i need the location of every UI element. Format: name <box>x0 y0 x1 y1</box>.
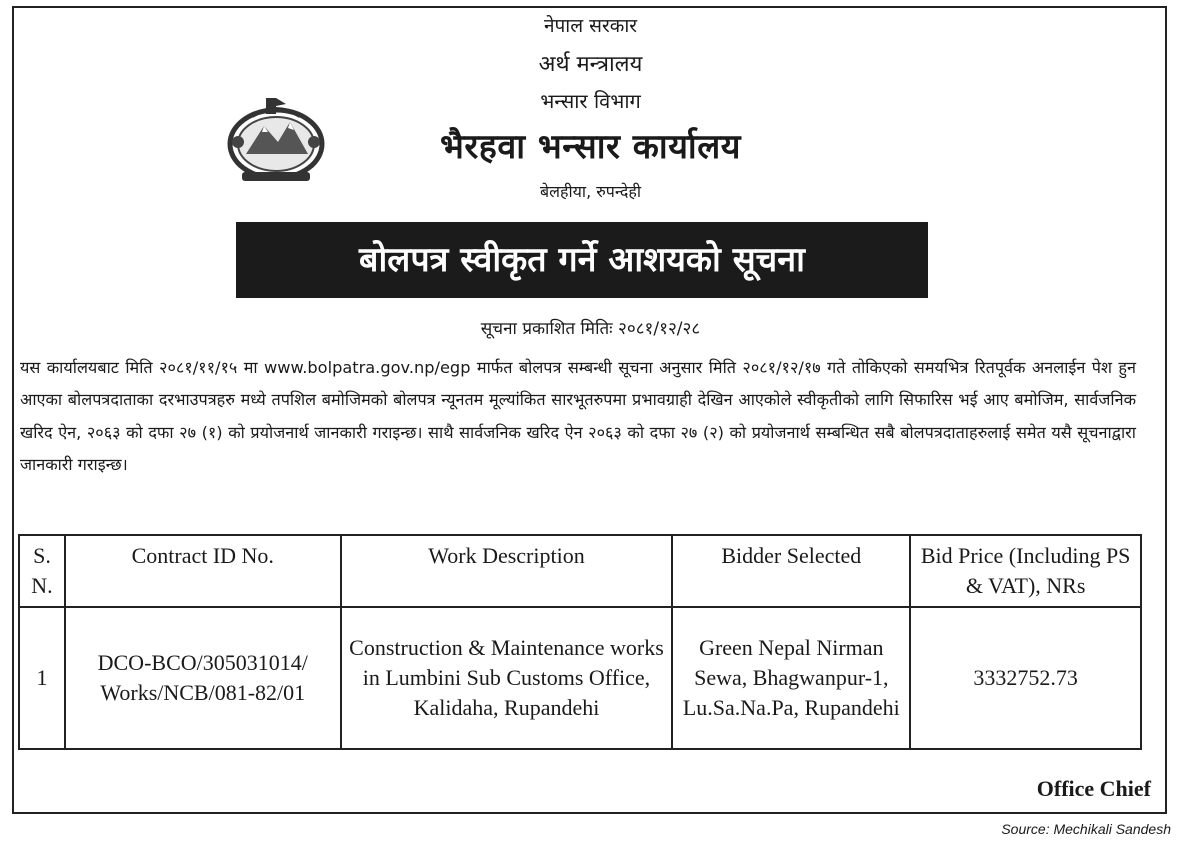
header-contract-id: Contract ID No. <box>65 535 341 607</box>
published-date: सूचना प्रकाशित मितिः २०८१/१२/२८ <box>480 319 701 339</box>
cell-contract-id: DCO-BCO/305031014/ Works/NCB/081-82/01 <box>65 607 341 749</box>
table-header-row <box>19 535 1141 607</box>
notice-title: बोलपत्र स्वीकृत गर्ने आशयको सूचना <box>236 222 928 298</box>
source-credit: Source: Mechikali Sandesh <box>1001 821 1171 837</box>
notice-body: यस कार्यालयबाट मिति २०८१/११/१५ मा www.bolpatra.gov.np/egp मार्फत बोलपत्र सम्बन्धी सूचना अनुसार मिति २०८१/१२/१७ गते तोकिएको समयभित्र रितपूर्वक अनलाईन पेश हुन आएका बोलपत्रदाताका दरभाउपत्रहरु मध्ये तपशिल बमोजिमको बोलपत्र न्यूनतम मूल्यांकित सारभूतरुपमा प्रभावग्राही देखिन आएकोले स्वीकृतीको लागि सिफारिस भई आए बमोजिम, सार्वजनिक खरिद ऐन, २०६३ को दफा २७ (१) को प्रयोजनार्थ जानकारी गराइन्छ। साथै सार्वजनिक खरिद ऐन २०६३ को दफा २७ (२) को प्रयोजनार्थ सम्बन्धित सबै बोलपत्रदाताहरुलाई समेत यसै सूचनाद्वारा जानकारी गराइन्छ। <box>20 358 1136 475</box>
government-name: नेपाल सरकार <box>543 15 638 37</box>
nepal-emblem-icon <box>222 92 330 186</box>
header-bid-price: Bid Price (Including PS & VAT), NRs <box>910 535 1141 607</box>
header-sn: S. N. <box>19 535 65 607</box>
table-row <box>19 607 1141 749</box>
office-name: भैरहवा भन्सार कार्यालय <box>439 127 741 167</box>
header-work-description: Work Description <box>341 535 673 607</box>
office-chief-signoff: Office Chief <box>1036 776 1151 801</box>
bid-table <box>18 534 1142 750</box>
office-address: बेलहीया, रुपन्देही <box>540 182 641 201</box>
ministry-name: अर्थ मन्त्रालय <box>538 52 643 77</box>
cell-work-description: Construction & Maintenance works in Lumbini Sub Customs Office, Kalidaha, Rupandehi <box>341 607 673 749</box>
header-bidder-selected: Bidder Selected <box>672 535 910 607</box>
cell-sn: 1 <box>19 607 65 749</box>
cell-bid-price: 3332752.73 <box>910 607 1141 749</box>
cell-bidder-selected: Green Nepal Nirman Sewa, Bhagwanpur-1, Lu.Sa.Na.Pa, Rupandehi <box>672 607 910 749</box>
department-name: भन्सार विभाग <box>540 89 641 113</box>
